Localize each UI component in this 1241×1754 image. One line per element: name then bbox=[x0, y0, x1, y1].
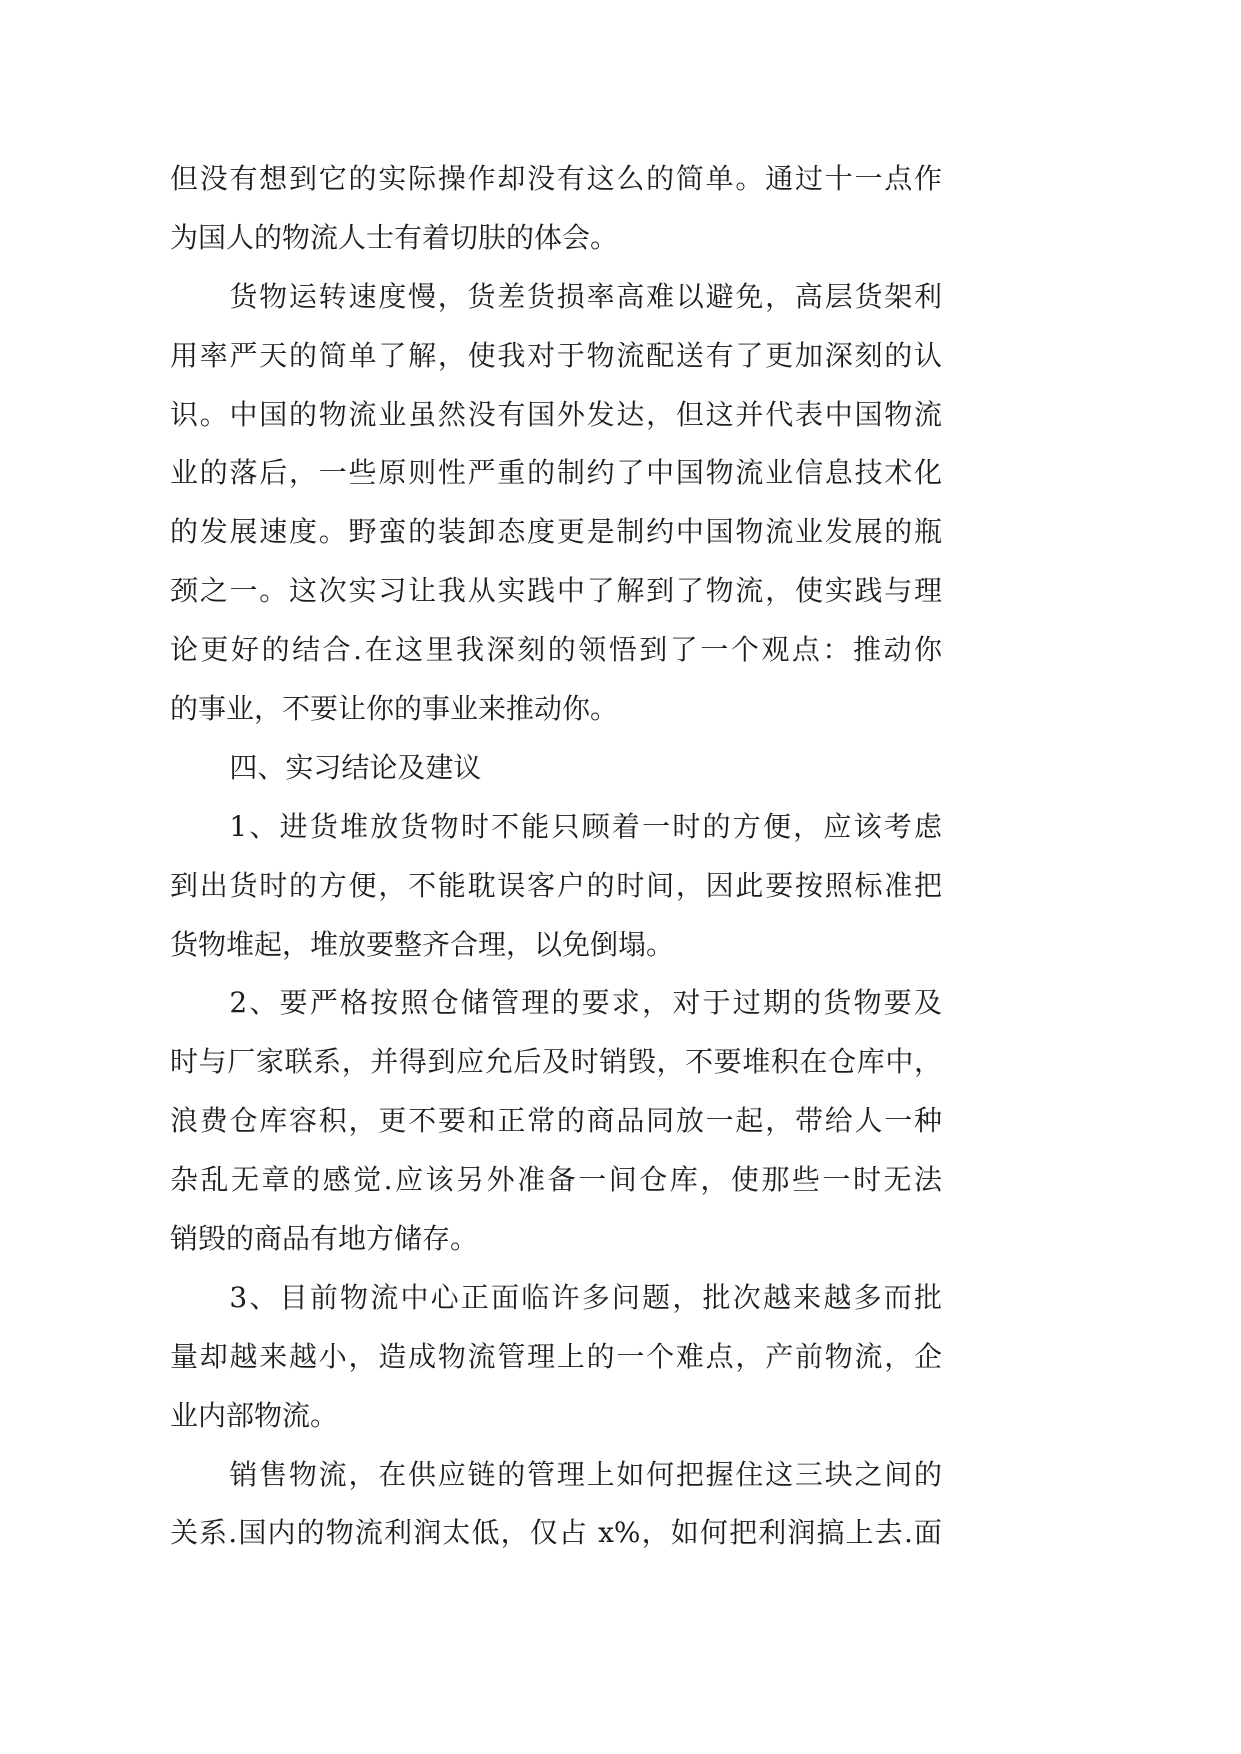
text-line: 到出货时的方便，不能耽误客户的时间，因此要按照标准把 bbox=[170, 868, 942, 902]
text-line: 的发展速度。野蛮的装卸态度更是制约中国物流业发展的瓶 bbox=[170, 515, 942, 549]
paragraph bbox=[170, 268, 942, 739]
text-line: 货物运转速度慢，货差货损率高难以避免，高层货架利 bbox=[229, 279, 942, 313]
text-line: 时与厂家联系，并得到应允后及时销毁，不要堆积在仓库中， bbox=[170, 1045, 942, 1079]
paragraph bbox=[170, 1446, 942, 1564]
text-line: 1、进货堆放货物时不能只顾着一时的方便，应该考虑 bbox=[229, 809, 942, 843]
section-heading bbox=[170, 739, 942, 798]
text-line: 3、目前物流中心正面临许多问题，批次越来越多而批 bbox=[229, 1280, 942, 1314]
text-line: 货物堆起，堆放要整齐合理，以免倒塌。 bbox=[170, 927, 675, 961]
body-text bbox=[170, 150, 942, 1563]
text-line: 用率严天的简单了解，使我对于物流配送有了更加深刻的认 bbox=[170, 338, 942, 372]
text-line: 为国人的物流人士有着切肤的体会。 bbox=[170, 220, 619, 254]
text-line: 浪费仓库容积，更不要和正常的商品同放一起，带给人一种 bbox=[170, 1104, 942, 1138]
text-line: 2、要严格按照仓储管理的要求，对于过期的货物要及 bbox=[229, 986, 942, 1020]
text-line: 的事业，不要让你的事业来推动你。 bbox=[170, 692, 619, 726]
numbered-item-1 bbox=[170, 798, 942, 975]
continued-paragraph bbox=[170, 150, 942, 268]
text-line: 但没有想到它的实际操作却没有这么的简单。通过十一点作 bbox=[170, 162, 942, 195]
numbered-item-3 bbox=[170, 1269, 942, 1446]
text-line: 杂乱无章的感觉.应该另外准备一间仓库，使那些一时无法 bbox=[170, 1163, 942, 1197]
text-line: 业内部物流。 bbox=[170, 1398, 339, 1432]
text-line: 识。中国的物流业虽然没有国外发达，但这并代表中国物流 bbox=[170, 397, 942, 431]
text-line: 论更好的结合.在这里我深刻的领悟到了一个观点：推动你 bbox=[170, 633, 942, 667]
text-line: 销毁的商品有地方储存。 bbox=[170, 1222, 479, 1256]
numbered-item-2 bbox=[170, 974, 942, 1268]
text-line: 销售物流，在供应链的管理上如何把握住这三块之间的 bbox=[229, 1457, 942, 1491]
heading-line: 四、实习结论及建议 bbox=[229, 750, 482, 784]
text-line: 颈之一。这次实习让我从实践中了解到了物流，使实践与理 bbox=[170, 574, 942, 608]
text-line: 量却越来越小，造成物流管理上的一个难点，产前物流，企 bbox=[170, 1339, 942, 1373]
text-line: 关系.国内的物流利润太低，仅占 x%，如何把利润搞上去.面 bbox=[170, 1516, 942, 1550]
text-line: 业的落后，一些原则性严重的制约了中国物流业信息技术化 bbox=[170, 456, 942, 490]
